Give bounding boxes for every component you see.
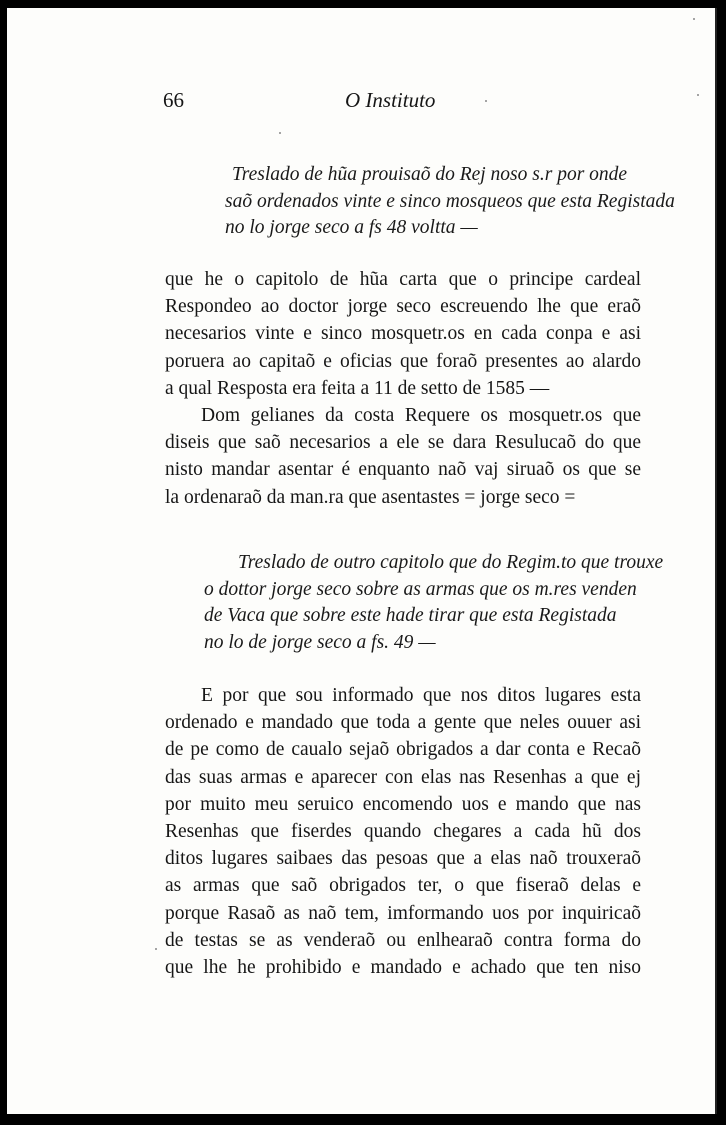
heading-line: Treslado de outro capitolo que do Regim.to que trouxe bbox=[238, 552, 664, 573]
text-line: Resenhas que fiserdes quando chegares a cada hũ dos bbox=[165, 821, 641, 843]
text-line: a qual Resposta era feita a 11 de setto de 1585 — bbox=[165, 377, 550, 399]
scan-speck bbox=[279, 132, 281, 134]
text-line: poruera ao capitaõ e oficias que foraõ presentes ao alardo bbox=[165, 350, 641, 372]
text-line: ordenado e mandado que toda a gente que neles ouuer asi bbox=[165, 712, 641, 734]
text-line: Respondeo ao doctor jorge seco escreuendo lhe que eraõ bbox=[165, 296, 641, 318]
text-line: ditos lugares saibaes das pesoas que a elas naõ trouxeraõ bbox=[165, 848, 641, 870]
text-line: que lhe he prohibido e mandado e achado que ten niso bbox=[165, 957, 641, 979]
paragraph-1 bbox=[165, 266, 641, 511]
text-line: Dom gelianes da costa Requere os mosquetr.os que bbox=[201, 405, 641, 427]
heading-line: no lo jorge seco a fs 48 voltta — bbox=[225, 217, 478, 238]
heading-line: Treslado de hũa prouisaõ do Rej noso s.r por onde bbox=[232, 164, 628, 185]
heading-line: no lo de jorge seco a fs. 49 — bbox=[204, 631, 436, 653]
page-header bbox=[157, 88, 657, 122]
text-line: E por que sou informado que nos ditos lugares esta bbox=[201, 685, 641, 706]
heading-line: saõ ordenados vinte e sinco mosqueos que esta Registada bbox=[225, 190, 675, 212]
section-heading-2 bbox=[204, 550, 663, 656]
text-line: necesarios vinte e sinco mosquetr.os en cada conpa e asi bbox=[165, 323, 641, 345]
scan-speck bbox=[485, 100, 487, 102]
heading-line: de Vaca que sobre este hade tirar que esta Registada bbox=[204, 605, 617, 626]
page-number: 66 bbox=[163, 88, 184, 112]
text-line: nisto mandar asentar é enquanto naõ vaj siruaõ os que se bbox=[165, 459, 641, 481]
text-line: por muito meu seruico encomendo uos e mando que nas bbox=[165, 793, 641, 815]
scan-speck bbox=[155, 948, 157, 950]
section-heading-1 bbox=[225, 162, 675, 242]
text-line: diseis que saõ necesarios a ele se dara Resulucaõ do que bbox=[165, 432, 641, 454]
text-line: das suas armas e aparecer con elas nas Resenhas a que ej bbox=[165, 766, 641, 788]
text-line: as armas que saõ obrigados ter, o que fiseraõ delas e bbox=[165, 875, 641, 897]
paragraph-2 bbox=[165, 682, 641, 981]
scan-speck bbox=[693, 18, 695, 20]
text-line: que he o capitolo de hũa carta que o principe cardeal bbox=[165, 269, 641, 290]
text-line: la ordenaraõ da man.ra que asentastes = jorge seco = bbox=[165, 486, 576, 508]
text-line: de pe como de caualo sejaõ obrigados a dar conta e Recaõ bbox=[165, 739, 641, 761]
text-line: de testas se as venderaõ ou enlhearaõ contra forma do bbox=[165, 929, 641, 951]
scan-speck bbox=[697, 94, 699, 96]
document-page bbox=[7, 8, 717, 1114]
text-line: porque Rasaõ as naõ tem, imformando uos por inquiricaõ bbox=[165, 902, 641, 924]
running-title: O Instituto bbox=[345, 88, 436, 112]
heading-line: o dottor jorge seco sobre as armas que os m.res venden bbox=[204, 578, 637, 600]
